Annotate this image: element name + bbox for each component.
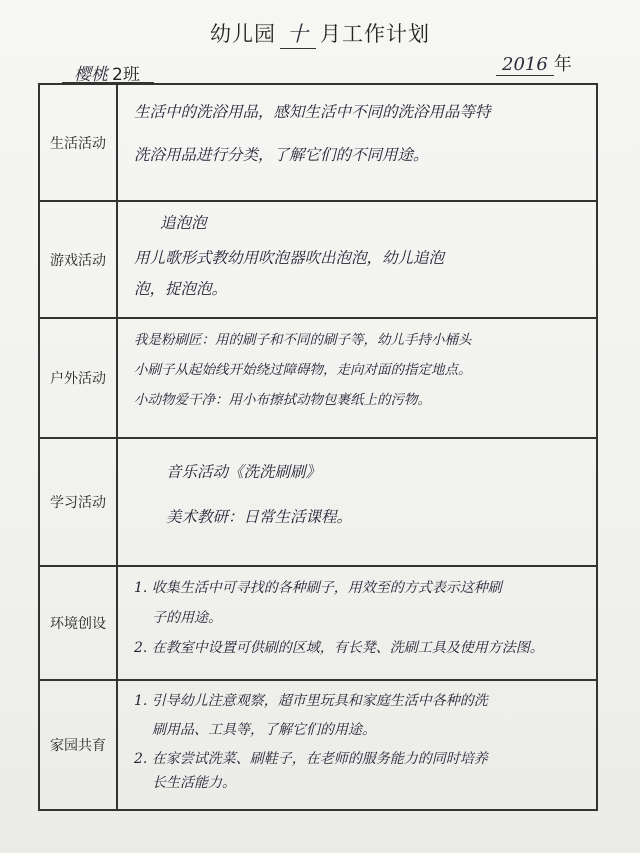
content-line: 刷用品、工具等，了解它们的用途。 xyxy=(152,722,376,738)
row-content xyxy=(117,680,597,810)
category-label: 游戏活动 xyxy=(39,201,117,318)
content-line: 追泡泡 xyxy=(160,214,207,232)
category-label: 生活活动 xyxy=(39,84,117,201)
content-line: 音乐活动《洗洗刷刷》 xyxy=(166,463,322,481)
plan-row-game xyxy=(39,201,597,318)
plan-row-outdoor xyxy=(39,318,597,438)
content-line: 1. 收集生活中可寻找的各种刷子，用效至的方式表示这种刷 xyxy=(134,580,502,596)
class-name-suffix: 2班 xyxy=(112,65,140,85)
content-line: 2. 在家尝试洗菜、刷鞋子，在老师的服务能力的同时培养 xyxy=(134,751,488,767)
content-line: 用儿歌形式教幼用吹泡器吹出泡泡，幼儿追泡 xyxy=(134,249,445,267)
category-label: 户外活动 xyxy=(39,318,117,438)
row-content xyxy=(117,438,597,566)
content-line: 小刷子从起始线开始绕过障碍物，走向对面的指定地点。 xyxy=(134,362,472,378)
content-line: 小动物爱干净：用小布擦拭动物包裹纸上的污物。 xyxy=(134,392,431,408)
content-line: 洗浴用品进行分类，了解它们的不同用途。 xyxy=(134,146,429,164)
plan-row-home xyxy=(39,680,597,810)
content-line: 美术教研：日常生活课程。 xyxy=(166,508,353,526)
row-content xyxy=(117,566,597,680)
category-label: 环境创设 xyxy=(39,566,117,680)
year-value: 2016 xyxy=(496,54,554,76)
content-line: 生活中的洗浴用品，感知生活中不同的洗浴用品等特 xyxy=(134,103,491,121)
class-name-handwritten: 樱桃 xyxy=(74,65,108,85)
content-line: 我是粉刷匠：用的刷子和不同的刷子等，幼儿手持小桶头 xyxy=(134,332,472,348)
category-label: 家园共育 xyxy=(39,680,117,810)
plan-row-learning xyxy=(39,438,597,566)
plan-row-environment xyxy=(39,566,597,680)
year-field xyxy=(496,50,572,76)
row-content xyxy=(117,318,597,438)
content-line: 子的用途。 xyxy=(152,610,222,626)
page-title xyxy=(0,18,640,49)
title-prefix: 幼儿园 xyxy=(210,22,276,46)
plan-table xyxy=(38,83,598,811)
title-suffix: 月工作计划 xyxy=(320,22,430,46)
content-line: 1. 引导幼儿注意观察，超市里玩具和家庭生活中各种的洗 xyxy=(134,693,488,709)
title-month: 十 xyxy=(280,18,316,49)
row-content xyxy=(117,84,597,201)
content-line: 泡，捉泡泡。 xyxy=(134,280,228,298)
category-label: 学习活动 xyxy=(39,438,117,566)
plan-row-life xyxy=(39,84,597,201)
content-line: 长生活能力。 xyxy=(152,775,236,791)
year-suffix: 年 xyxy=(553,54,572,75)
content-line: 2. 在教室中设置可供刷的区域，有长凳、洗刷工具及使用方法图。 xyxy=(134,640,544,656)
row-content xyxy=(117,201,597,318)
